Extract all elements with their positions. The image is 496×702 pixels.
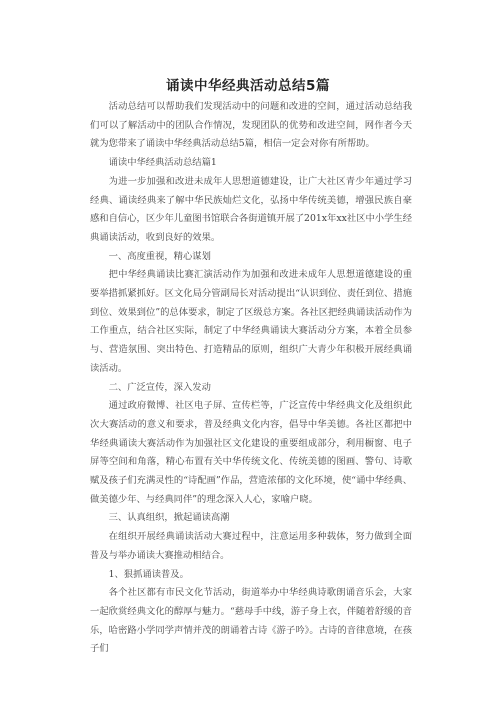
section-heading: 一、高度重视，精心谋划 [108, 250, 211, 262]
body-paragraph: 通过政府微博、社区电子屏、宣传栏等，广泛宣传中华经典文化及组织此次大赛活动的意义和要求，普及经典文化内容，倡导中华美德。各社区都把中华经典诵读大赛活动作为加强社区文化建设的重要组成部分，利用橱窗、电子屏等空间和角落，精心布置有关中华传统文化、传统美德的图画、警句、诗歌赋及孩子们充满灵性的“诗配画”作品，营造浓郁的文化环境，使“诵中华经典、做美德少年、与经典同伴”的理念深入人心，家喻户晓。 [90, 400, 412, 505]
body-paragraph: 在组织开展经典诵读活动大赛过程中，注意运用多种载体，努力做到全面普及与举办诵读大赛推动相结合。 [90, 531, 412, 561]
body-paragraph: 各个社区都有市民文化节活动，街道举办中华经典诗歌朗诵音乐会，大家一起欣赏经典文化的醇厚与魅力。“慈母手中线，游子身上衣，伴随着舒缓的音乐，哈密路小学同学声情并茂的朗诵着古诗《游子吟》。古诗的音律意境，在孩子们 [90, 587, 412, 655]
document-body [90, 98, 412, 659]
document-title: 诵读中华经典活动总结5篇 [166, 78, 330, 94]
section-heading: 三、认真组织，掀起诵读高潮 [108, 512, 230, 524]
body-paragraph: 把中华经典诵读比赛汇演活动作为加强和改进未成年人思想道德建设的重要举措抓紧抓好。区文化局分管副局长对活动提出“认识到位、责任到位、措施到位、效果到位”的总体要求，制定了区级总方案。各社区把经典诵读活动作为工作重点，结合社区实际，制定了中华经典诵读大赛活动分方案，本着全员参与、营造氛围、突出特色、打造精品的原则，组织广大青少年积极开展经典诵读活动。 [90, 269, 412, 374]
subsection-heading: 1、狠抓诵读普及。 [108, 568, 189, 580]
section-heading: 二、广泛宣传，深入发动 [108, 381, 211, 393]
intro-paragraph: 活动总结可以帮助我们发现活动中的问题和改进的空间，通过活动总结我们可以了解活动中的团队合作情况，发现团队的优势和改进空间，网作者今天就为您带来了诵读中华经典活动总结5篇，相信一定会对你有所帮助。 [90, 101, 412, 150]
section-heading: 诵读中华经典活动总结篇1 [108, 157, 217, 169]
body-paragraph: 为进一步加强和改进未成年人思想道德建设，让广大社区青少年通过学习经典、诵读经典来了解中华民族灿烂文化，弘扬中华传统美德，增强民族自豪感和自信心，区少年儿童图书馆联合各街道镇开展了201x年xx社区中小学生经典诵读活动，收到良好的效果。 [90, 175, 412, 243]
